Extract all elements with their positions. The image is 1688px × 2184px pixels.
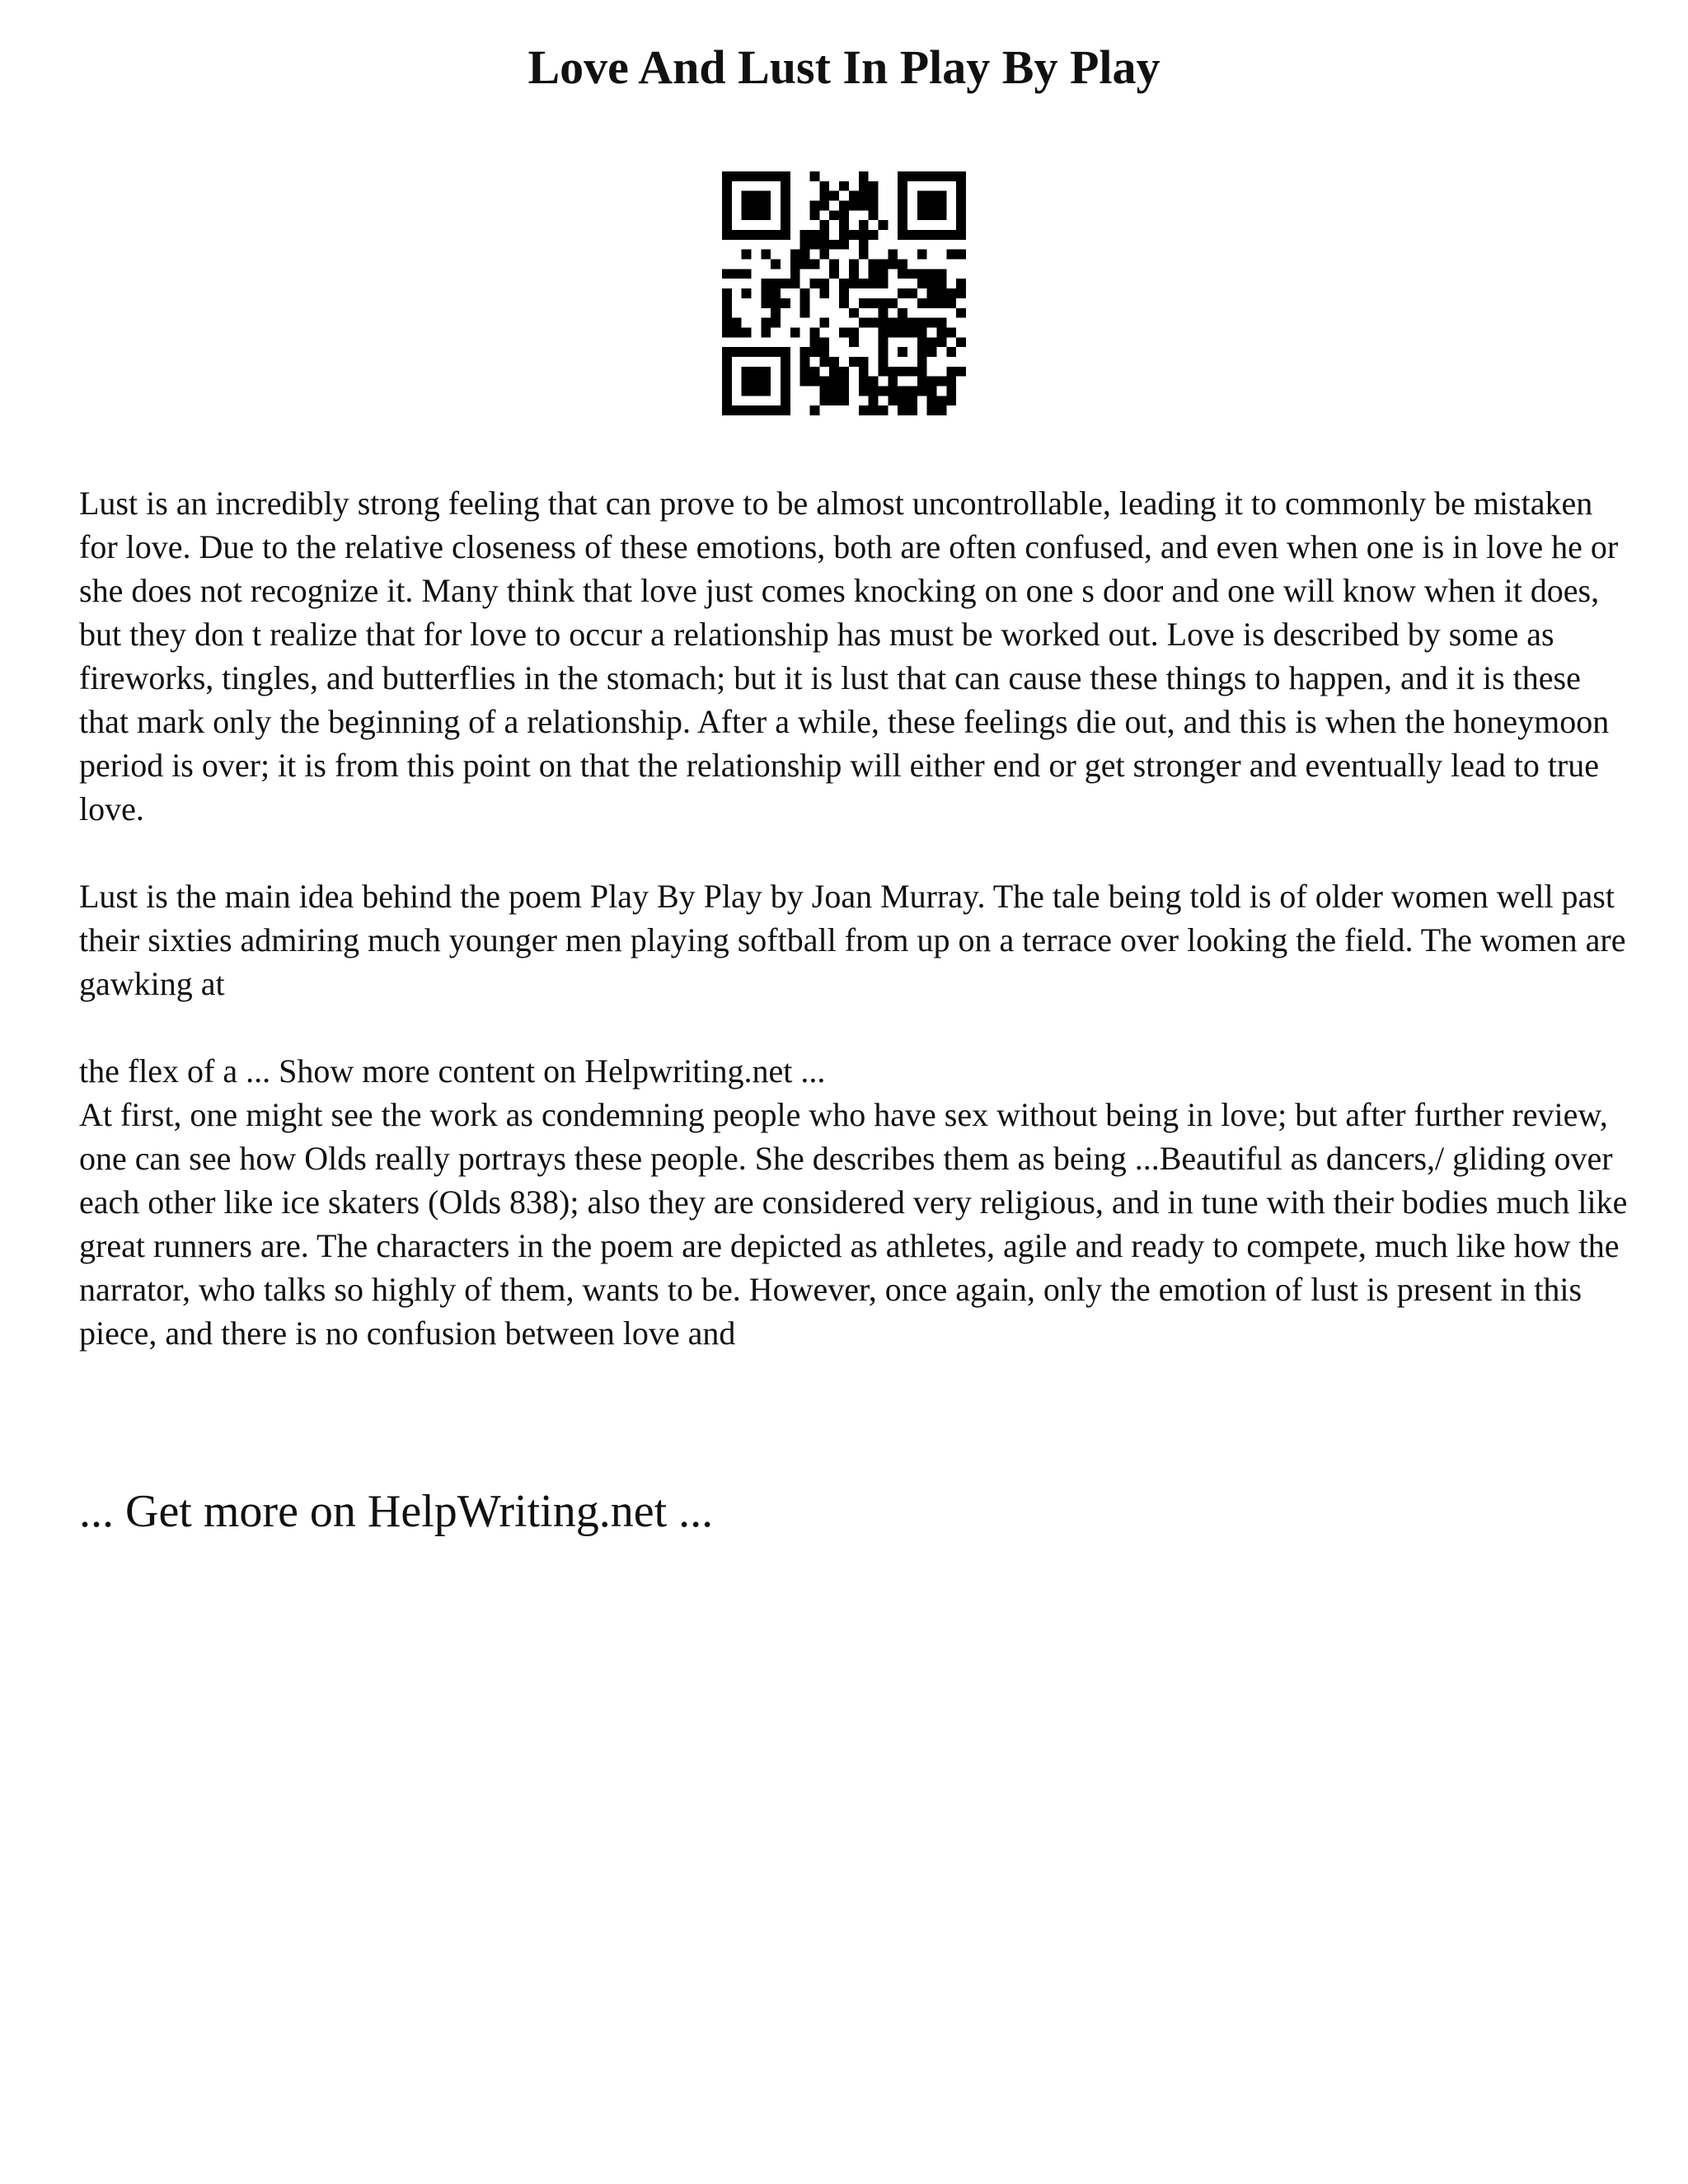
paragraph-poem-intro: Lust is the main idea behind the poem Play By Play by Joan Murray. The tale being told is of older women well past their sixties admiring much younger men playing softball from up on a terrace over looking the field. The women are gawking at: [79, 878, 1626, 1002]
get-more-link[interactable]: ... Get more on HelpWriting.net ...: [79, 1486, 714, 1537]
page-title: Love And Lust In Play By Play: [528, 40, 1160, 94]
qr-code: [722, 171, 966, 415]
qr-code-graphic: [722, 171, 966, 415]
paragraph-olds: At first, one might see the work as condemning people who have sex without being in love; but after further review, one can see how Olds really portrays these people. She describes them as being ...Beautiful as dancers,/ gliding over each other like ice skaters (Olds 838); also they are considered very religious, and in tune with their bodies much like great runners are. The characters in the poem are depicted as athletes, agile and ready to compete, much like how the narrator, who talks so highly of them, wants to be. However, once again, only the emotion of lust is present in this piece, and there is no confusion between love and: [79, 1096, 1628, 1352]
article-body: [79, 481, 1629, 1355]
show-more-line[interactable]: the flex of a ... Show more content on Helpwriting.net ...: [79, 1052, 826, 1090]
paragraph-intro: Lust is an incredibly strong feeling that can prove to be almost uncontrollable, leading it to commonly be mistaken for love. Due to the relative closeness of these emotions, both are often confused, and even when one is in love he or she does not recognize it. Many think that love just comes knocking on one s door and one will know when it does, but they don t realize that for love to occur a relationship has must be worked out. Love is described by some as fireworks, tingles, and butterflies in the stomach; but it is lust that can cause these things to happen, and it is these that mark only the beginning of a relationship. After a while, these feelings die out, and this is when the honeymoon period is over; it is from this point on that the relationship will either end or get stronger and eventually lead to true love.: [79, 485, 1619, 827]
